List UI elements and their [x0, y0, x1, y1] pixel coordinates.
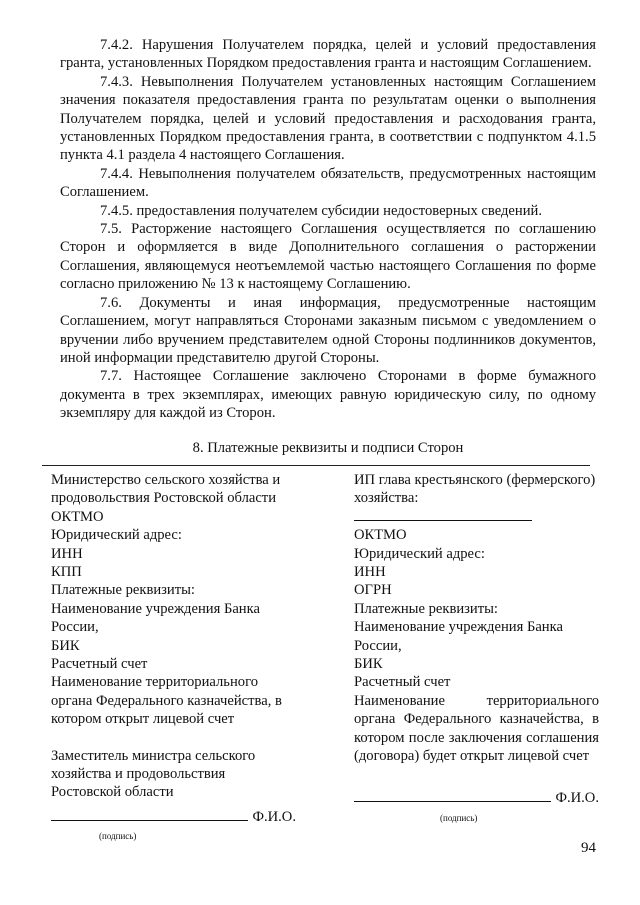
right-ogrn: ОГРН [354, 582, 392, 599]
right-legal-address: Юридический адрес: [354, 545, 485, 562]
left-bik: БИК [51, 637, 80, 654]
right-title-blank [354, 508, 532, 521]
paragraph-7-4-4: 7.4.4. Невыполнения получателем обязательств, предусмотренных настоящим Соглашением. [60, 165, 596, 201]
right-signature-caption: (подпись) [440, 812, 478, 823]
paragraph-7-6: 7.6. Документы и иная информация, предусмотренные настоящим Соглашением, могут направляться Сторонами заказным письмом с уведомлением о вручении либо вручением представителем одной Стороны подлинников документов, иной информации представителю другой Стороны. [60, 294, 596, 366]
left-inn: ИНН [51, 545, 83, 562]
right-fio: Ф.И.О. [555, 790, 599, 807]
paragraph-7-7: 7.7. Настоящее Соглашение заключено Сторонами в форме бумажного документа в трех экземплярах, имеющих равную юридическую силу, по одному экземпляру для каждой из Сторон. [60, 368, 596, 422]
right-signature-line [354, 787, 551, 802]
requisites-table [51, 471, 599, 846]
right-bik: БИК [354, 656, 383, 672]
left-oktmo: ОКТМО [51, 508, 104, 525]
right-treasury: Наименование территориального органа Федерального казначейства, в котором после заключения соглашения (договора) будет открыт лицевой счет [354, 692, 599, 765]
paragraph-7-4-2: 7.4.2. Нарушения Получателем порядка, целей и условий предоставления гранта, установленных Порядком предоставления гранта и настоящим Соглашением. [60, 37, 596, 72]
paragraph-7-4-3: 7.4.3. Невыполнения Получателем установленных настоящим Соглашением значения показателя предоставления гранта по результатам оценки о выполнения Получателем порядка, целей и условий предоставления и расходования гранта, установленных Порядком предоставления гранта, в соответствии с подпунктом 4.1.5 пункта 4.1 раздела 4 настоящего Соглашения. [60, 73, 596, 164]
paragraph-7-4-5: 7.4.5. предоставления получателем субсидии недостоверных сведений. [100, 202, 542, 219]
right-oktmo: ОКТМО [354, 527, 407, 544]
left-org-name: Министерство сельского хозяйства и продовольствия Ростовской области [51, 471, 281, 507]
right-column [354, 471, 599, 846]
document-page [51, 36, 599, 846]
left-treasury: Наименование территориального органа Федерального казначейства, в котором открыт лицевой счет [51, 674, 282, 728]
right-account: Расчетный счет [354, 674, 451, 691]
section-title: 8. Платежные реквизиты и подписи Сторон [192, 439, 464, 456]
right-title-2-row [354, 489, 599, 526]
left-payment-details: Платежные реквизиты: [51, 582, 195, 599]
left-signature-line [51, 806, 248, 821]
left-legal-address: Юридический адрес: [51, 527, 182, 544]
page-number: 94 [581, 840, 596, 856]
left-signature-caption: (подпись) [99, 831, 137, 842]
right-title-1: ИП глава крестьянского (фермерского) [354, 471, 596, 488]
left-account: Расчетный счет [51, 656, 148, 672]
left-signature-row [51, 806, 296, 826]
right-payment-details: Платежные реквизиты: [354, 600, 498, 617]
left-signer: Заместитель министра сельского хозяйства и продовольствия Ростовской области [51, 747, 256, 801]
right-signature-row [354, 787, 599, 807]
right-bank-name: Наименование учреждения Банка России, [354, 619, 563, 654]
right-title-2: хозяйства: [354, 490, 419, 507]
paragraph-7-5: 7.5. Расторжение настоящего Соглашения осуществляется по соглашению Сторон и оформляется в виде Дополнительного соглашения о расторжении Соглашения, являющемуся неотъемлемой частью настоящего Соглашения по форме согласно приложению № 13 к настоящему Соглашению. [60, 221, 596, 293]
left-bank-name: Наименование учреждения Банка России, [51, 600, 260, 636]
left-kpp: КПП [51, 563, 82, 580]
table-top-rule [42, 465, 590, 466]
left-column [51, 471, 296, 846]
left-fio: Ф.И.О. [252, 808, 296, 825]
right-inn: ИНН [354, 563, 386, 580]
